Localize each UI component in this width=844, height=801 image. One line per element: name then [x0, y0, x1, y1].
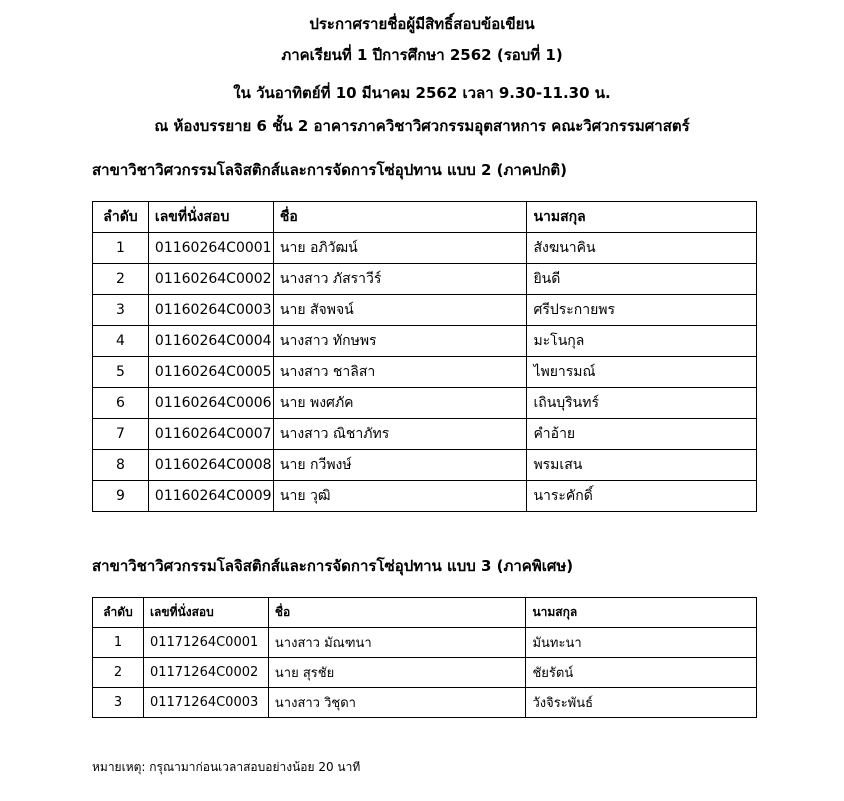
row-name: นาย อภิวัฒน์	[273, 233, 527, 264]
row-name: นาย สัจพจน์	[273, 295, 527, 326]
row-name: นาย สุรชัย	[268, 658, 526, 688]
row-no: 8	[93, 450, 149, 481]
row-no: 3	[93, 295, 149, 326]
row-seat: 01160264C0007	[148, 419, 273, 450]
table-header-row	[93, 202, 757, 233]
row-surname: สังฆนาคิน	[527, 233, 757, 264]
row-surname: มันทะนา	[526, 628, 757, 658]
column-header-seat: เลขที่นั่งสอบ	[148, 202, 273, 233]
row-seat: 01160264C0009	[148, 481, 273, 512]
candidate-table-special	[92, 597, 757, 718]
column-header-seat: เลขที่นั่งสอบ	[143, 598, 268, 628]
footnote: หมายเหตุ: กรุณามาก่อนเวลาสอบอย่างน้อย 20 นาที	[92, 760, 361, 774]
table-row	[93, 628, 757, 658]
row-name: นาย พงศภัค	[273, 388, 527, 419]
row-name: นางสาว ชาลิสา	[273, 357, 527, 388]
column-header-name: ชื่อ	[268, 598, 526, 628]
row-name: นางสาว วิชุดา	[268, 688, 526, 718]
row-no: 2	[93, 658, 144, 688]
row-no: 3	[93, 688, 144, 718]
row-no: 9	[93, 481, 149, 512]
row-surname: ศรีประกายพร	[527, 295, 757, 326]
row-name: นาย กวีพงษ์	[273, 450, 527, 481]
table-row	[93, 326, 757, 357]
table-row	[93, 295, 757, 326]
column-header-surname: นามสกุล	[526, 598, 757, 628]
column-header-no: ลำดับ	[93, 202, 149, 233]
table-header-row	[93, 598, 757, 628]
table-row	[93, 357, 757, 388]
semester-line: ภาคเรียนที่ 1 ปีการศึกษา 2562 (รอบที่ 1)	[281, 46, 563, 64]
row-surname: วังจิระพันธ์	[526, 688, 757, 718]
row-name: นาย วุฒิ	[273, 481, 527, 512]
row-no: 5	[93, 357, 149, 388]
table-row	[93, 481, 757, 512]
row-seat: 01160264C0003	[148, 295, 273, 326]
row-no: 2	[93, 264, 149, 295]
row-surname: ไพยารมณ์	[527, 357, 757, 388]
row-seat: 01160264C0008	[148, 450, 273, 481]
table-row	[93, 658, 757, 688]
row-seat: 01171264C0001	[143, 628, 268, 658]
exam-date-line: ใน วันอาทิตย์ที่ 10 มีนาคม 2562 เวลา 9.30-11.30 น.	[233, 84, 611, 102]
row-no: 1	[93, 233, 149, 264]
row-name: นางสาว มัณฑนา	[268, 628, 526, 658]
section-title-special: สาขาวิชาวิศวกรรมโลจิสติกส์และการจัดการโซ่อุปทาน แบบ 3 (ภาคพิเศษ)	[92, 557, 574, 575]
row-no: 4	[93, 326, 149, 357]
row-no: 7	[93, 419, 149, 450]
row-no: 6	[93, 388, 149, 419]
row-surname: ชัยรัตน์	[526, 658, 757, 688]
table-row	[93, 264, 757, 295]
row-seat: 01171264C0002	[143, 658, 268, 688]
column-header-name: ชื่อ	[273, 202, 527, 233]
row-surname: ยินดี	[527, 264, 757, 295]
table-row	[93, 419, 757, 450]
row-seat: 01160264C0006	[148, 388, 273, 419]
row-surname: มะโนกุล	[527, 326, 757, 357]
row-surname: เถินบุรินทร์	[527, 388, 757, 419]
row-surname: คำอ้าย	[527, 419, 757, 450]
table-row	[93, 233, 757, 264]
row-seat: 01160264C0001	[148, 233, 273, 264]
table-row	[93, 388, 757, 419]
section-title-regular: สาขาวิชาวิศวกรรมโลจิสติกส์และการจัดการโซ่อุปทาน แบบ 2 (ภาคปกติ)	[92, 161, 568, 179]
announcement-title: ประกาศรายชื่อผู้มีสิทธิ์สอบข้อเขียน	[309, 15, 535, 33]
column-header-surname: นามสกุล	[527, 202, 757, 233]
candidate-table-regular	[92, 201, 757, 512]
table-row	[93, 688, 757, 718]
row-name: นางสาว ทักษพร	[273, 326, 527, 357]
row-seat: 01160264C0002	[148, 264, 273, 295]
exam-location-line: ณ ห้องบรรยาย 6 ชั้น 2 อาคารภาควิชาวิศวกรรมอุตสาหการ คณะวิศวกรรมศาสตร์	[154, 117, 690, 135]
row-no: 1	[93, 628, 144, 658]
column-header-no: ลำดับ	[93, 598, 144, 628]
row-name: นางสาว ภัสราวีร์	[273, 264, 527, 295]
table-row	[93, 450, 757, 481]
row-seat: 01160264C0004	[148, 326, 273, 357]
row-seat: 01160264C0005	[148, 357, 273, 388]
row-seat: 01171264C0003	[143, 688, 268, 718]
row-name: นางสาว ณิชาภัทร	[273, 419, 527, 450]
row-surname: พรมเสน	[527, 450, 757, 481]
row-surname: นาระคักดิ์	[527, 481, 757, 512]
